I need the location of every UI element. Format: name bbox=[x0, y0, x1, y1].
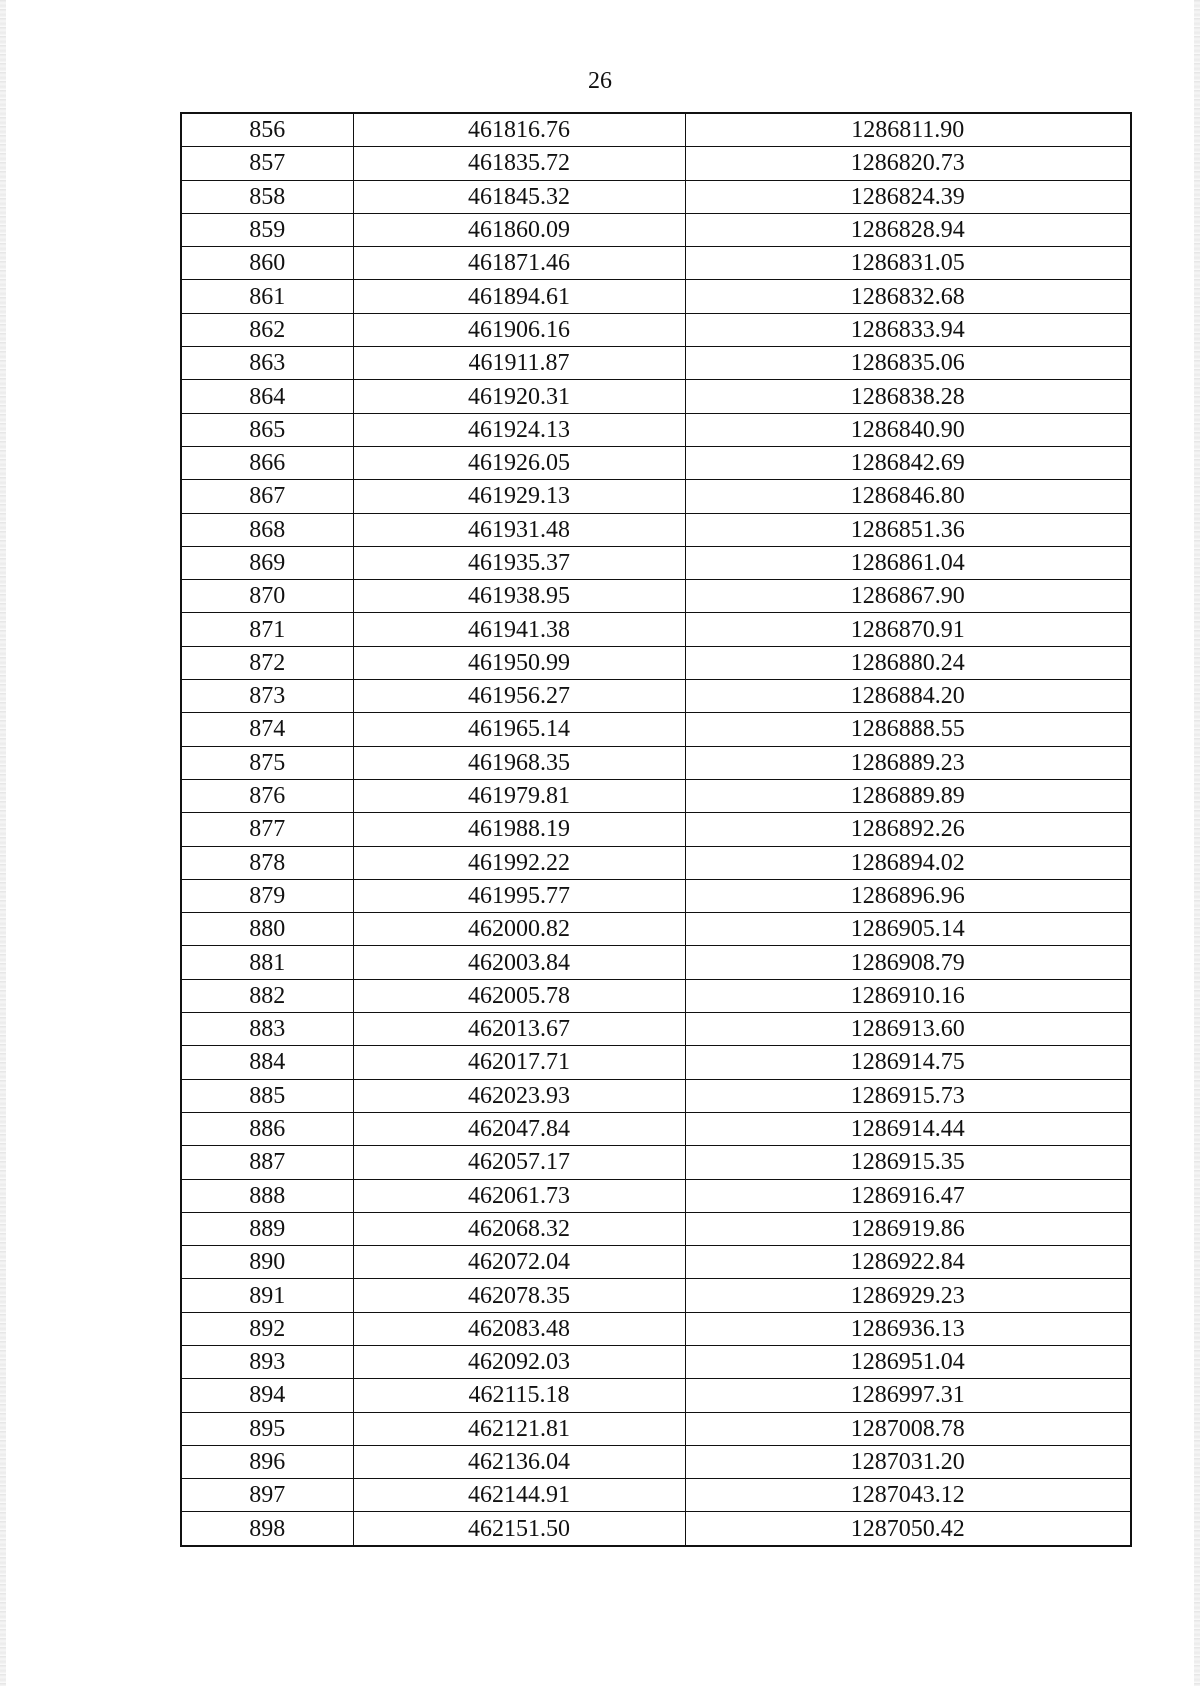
y-coordinate-cell: 1286922.84 bbox=[685, 1246, 1131, 1279]
point-number-cell: 863 bbox=[181, 347, 353, 380]
point-number-cell: 871 bbox=[181, 613, 353, 646]
table-row bbox=[181, 313, 1131, 346]
table-row bbox=[181, 680, 1131, 713]
y-coordinate-cell: 1286894.02 bbox=[685, 846, 1131, 879]
table-row bbox=[181, 1146, 1131, 1179]
point-number-cell: 875 bbox=[181, 746, 353, 779]
y-coordinate-cell: 1286824.39 bbox=[685, 180, 1131, 213]
x-coordinate-cell: 462144.91 bbox=[353, 1479, 685, 1512]
x-coordinate-cell: 461929.13 bbox=[353, 480, 685, 513]
table-row bbox=[181, 979, 1131, 1012]
point-number-cell: 886 bbox=[181, 1112, 353, 1145]
table-row bbox=[181, 180, 1131, 213]
y-coordinate-cell: 1286888.55 bbox=[685, 713, 1131, 746]
x-coordinate-cell: 461938.95 bbox=[353, 580, 685, 613]
table-row bbox=[181, 1412, 1131, 1445]
point-number-cell: 887 bbox=[181, 1146, 353, 1179]
table-row bbox=[181, 1512, 1131, 1546]
table-row bbox=[181, 1179, 1131, 1212]
table-row bbox=[181, 580, 1131, 613]
point-number-cell: 858 bbox=[181, 180, 353, 213]
scan-edge-left bbox=[0, 0, 6, 1686]
y-coordinate-cell: 1286870.91 bbox=[685, 613, 1131, 646]
table-row bbox=[181, 1212, 1131, 1245]
point-number-cell: 888 bbox=[181, 1179, 353, 1212]
point-number-cell: 873 bbox=[181, 680, 353, 713]
point-number-cell: 856 bbox=[181, 113, 353, 147]
table-row bbox=[181, 1046, 1131, 1079]
point-number-cell: 890 bbox=[181, 1246, 353, 1279]
coordinate-table-container bbox=[180, 112, 1130, 1547]
table-row bbox=[181, 213, 1131, 246]
x-coordinate-cell: 461931.48 bbox=[353, 513, 685, 546]
y-coordinate-cell: 1286896.96 bbox=[685, 879, 1131, 912]
table-row bbox=[181, 546, 1131, 579]
x-coordinate-cell: 461935.37 bbox=[353, 546, 685, 579]
x-coordinate-cell: 461941.38 bbox=[353, 613, 685, 646]
table-row bbox=[181, 1445, 1131, 1478]
table-row bbox=[181, 1345, 1131, 1378]
y-coordinate-cell: 1286833.94 bbox=[685, 313, 1131, 346]
x-coordinate-cell: 462057.17 bbox=[353, 1146, 685, 1179]
x-coordinate-cell: 462115.18 bbox=[353, 1379, 685, 1412]
table-row bbox=[181, 347, 1131, 380]
y-coordinate-cell: 1286910.16 bbox=[685, 979, 1131, 1012]
y-coordinate-cell: 1286889.23 bbox=[685, 746, 1131, 779]
x-coordinate-cell: 461992.22 bbox=[353, 846, 685, 879]
point-number-cell: 880 bbox=[181, 913, 353, 946]
table-row bbox=[181, 113, 1131, 147]
x-coordinate-cell: 462005.78 bbox=[353, 979, 685, 1012]
point-number-cell: 864 bbox=[181, 380, 353, 413]
point-number-cell: 862 bbox=[181, 313, 353, 346]
table-row bbox=[181, 913, 1131, 946]
y-coordinate-cell: 1286842.69 bbox=[685, 446, 1131, 479]
x-coordinate-cell: 462068.32 bbox=[353, 1212, 685, 1245]
table-row bbox=[181, 646, 1131, 679]
table-row bbox=[181, 1246, 1131, 1279]
table-row bbox=[181, 813, 1131, 846]
table-row bbox=[181, 946, 1131, 979]
y-coordinate-cell: 1286914.75 bbox=[685, 1046, 1131, 1079]
table-row bbox=[181, 1079, 1131, 1112]
x-coordinate-cell: 462013.67 bbox=[353, 1013, 685, 1046]
y-coordinate-cell: 1287050.42 bbox=[685, 1512, 1131, 1546]
x-coordinate-cell: 461924.13 bbox=[353, 413, 685, 446]
x-coordinate-cell: 462121.81 bbox=[353, 1412, 685, 1445]
x-coordinate-cell: 461871.46 bbox=[353, 247, 685, 280]
table-row bbox=[181, 513, 1131, 546]
point-number-cell: 891 bbox=[181, 1279, 353, 1312]
y-coordinate-cell: 1286831.05 bbox=[685, 247, 1131, 280]
y-coordinate-cell: 1286840.90 bbox=[685, 413, 1131, 446]
table-row bbox=[181, 1013, 1131, 1046]
point-number-cell: 877 bbox=[181, 813, 353, 846]
y-coordinate-cell: 1286916.47 bbox=[685, 1179, 1131, 1212]
x-coordinate-cell: 461906.16 bbox=[353, 313, 685, 346]
point-number-cell: 892 bbox=[181, 1312, 353, 1345]
table-row bbox=[181, 846, 1131, 879]
x-coordinate-cell: 462078.35 bbox=[353, 1279, 685, 1312]
table-row bbox=[181, 713, 1131, 746]
x-coordinate-cell: 462017.71 bbox=[353, 1046, 685, 1079]
point-number-cell: 883 bbox=[181, 1013, 353, 1046]
x-coordinate-cell: 461860.09 bbox=[353, 213, 685, 246]
point-number-cell: 881 bbox=[181, 946, 353, 979]
point-number-cell: 861 bbox=[181, 280, 353, 313]
x-coordinate-cell: 461845.32 bbox=[353, 180, 685, 213]
point-number-cell: 868 bbox=[181, 513, 353, 546]
point-number-cell: 869 bbox=[181, 546, 353, 579]
y-coordinate-cell: 1287008.78 bbox=[685, 1412, 1131, 1445]
y-coordinate-cell: 1286880.24 bbox=[685, 646, 1131, 679]
table-row bbox=[181, 1479, 1131, 1512]
point-number-cell: 896 bbox=[181, 1445, 353, 1478]
x-coordinate-cell: 462003.84 bbox=[353, 946, 685, 979]
x-coordinate-cell: 462047.84 bbox=[353, 1112, 685, 1145]
table-row bbox=[181, 247, 1131, 280]
table-row bbox=[181, 413, 1131, 446]
point-number-cell: 866 bbox=[181, 446, 353, 479]
y-coordinate-cell: 1286915.35 bbox=[685, 1146, 1131, 1179]
point-number-cell: 857 bbox=[181, 147, 353, 180]
x-coordinate-cell: 461956.27 bbox=[353, 680, 685, 713]
y-coordinate-cell: 1286851.36 bbox=[685, 513, 1131, 546]
point-number-cell: 874 bbox=[181, 713, 353, 746]
point-number-cell: 860 bbox=[181, 247, 353, 280]
point-number-cell: 885 bbox=[181, 1079, 353, 1112]
x-coordinate-cell: 461911.87 bbox=[353, 347, 685, 380]
x-coordinate-cell: 461988.19 bbox=[353, 813, 685, 846]
y-coordinate-cell: 1286832.68 bbox=[685, 280, 1131, 313]
x-coordinate-cell: 462083.48 bbox=[353, 1312, 685, 1345]
y-coordinate-cell: 1286936.13 bbox=[685, 1312, 1131, 1345]
y-coordinate-cell: 1286846.80 bbox=[685, 480, 1131, 513]
x-coordinate-cell: 462151.50 bbox=[353, 1512, 685, 1546]
point-number-cell: 889 bbox=[181, 1212, 353, 1245]
table-row bbox=[181, 1112, 1131, 1145]
point-number-cell: 867 bbox=[181, 480, 353, 513]
point-number-cell: 898 bbox=[181, 1512, 353, 1546]
table-row bbox=[181, 746, 1131, 779]
x-coordinate-cell: 462000.82 bbox=[353, 913, 685, 946]
point-number-cell: 895 bbox=[181, 1412, 353, 1445]
coordinate-table-body bbox=[181, 113, 1131, 1546]
y-coordinate-cell: 1286997.31 bbox=[685, 1379, 1131, 1412]
y-coordinate-cell: 1286884.20 bbox=[685, 680, 1131, 713]
x-coordinate-cell: 461920.31 bbox=[353, 380, 685, 413]
y-coordinate-cell: 1286913.60 bbox=[685, 1013, 1131, 1046]
page-number: 26 bbox=[588, 68, 612, 94]
table-row bbox=[181, 1312, 1131, 1345]
y-coordinate-cell: 1286861.04 bbox=[685, 546, 1131, 579]
point-number-cell: 882 bbox=[181, 979, 353, 1012]
y-coordinate-cell: 1287031.20 bbox=[685, 1445, 1131, 1478]
y-coordinate-cell: 1286914.44 bbox=[685, 1112, 1131, 1145]
x-coordinate-cell: 462072.04 bbox=[353, 1246, 685, 1279]
y-coordinate-cell: 1287043.12 bbox=[685, 1479, 1131, 1512]
y-coordinate-cell: 1286835.06 bbox=[685, 347, 1131, 380]
table-row bbox=[181, 879, 1131, 912]
y-coordinate-cell: 1286820.73 bbox=[685, 147, 1131, 180]
x-coordinate-cell: 461979.81 bbox=[353, 779, 685, 812]
y-coordinate-cell: 1286919.86 bbox=[685, 1212, 1131, 1245]
coordinate-table bbox=[180, 112, 1132, 1547]
point-number-cell: 870 bbox=[181, 580, 353, 613]
x-coordinate-cell: 461995.77 bbox=[353, 879, 685, 912]
table-row bbox=[181, 380, 1131, 413]
table-row bbox=[181, 446, 1131, 479]
point-number-cell: 884 bbox=[181, 1046, 353, 1079]
x-coordinate-cell: 461835.72 bbox=[353, 147, 685, 180]
point-number-cell: 865 bbox=[181, 413, 353, 446]
point-number-cell: 879 bbox=[181, 879, 353, 912]
x-coordinate-cell: 461926.05 bbox=[353, 446, 685, 479]
y-coordinate-cell: 1286929.23 bbox=[685, 1279, 1131, 1312]
point-number-cell: 893 bbox=[181, 1345, 353, 1378]
y-coordinate-cell: 1286892.26 bbox=[685, 813, 1131, 846]
x-coordinate-cell: 462092.03 bbox=[353, 1345, 685, 1378]
scan-edge-right bbox=[1194, 0, 1200, 1686]
x-coordinate-cell: 461950.99 bbox=[353, 646, 685, 679]
point-number-cell: 872 bbox=[181, 646, 353, 679]
y-coordinate-cell: 1286905.14 bbox=[685, 913, 1131, 946]
table-row bbox=[181, 280, 1131, 313]
y-coordinate-cell: 1286951.04 bbox=[685, 1345, 1131, 1378]
point-number-cell: 894 bbox=[181, 1379, 353, 1412]
x-coordinate-cell: 461894.61 bbox=[353, 280, 685, 313]
x-coordinate-cell: 462023.93 bbox=[353, 1079, 685, 1112]
table-row bbox=[181, 147, 1131, 180]
y-coordinate-cell: 1286867.90 bbox=[685, 580, 1131, 613]
table-row bbox=[181, 1379, 1131, 1412]
point-number-cell: 897 bbox=[181, 1479, 353, 1512]
x-coordinate-cell: 461816.76 bbox=[353, 113, 685, 147]
point-number-cell: 859 bbox=[181, 213, 353, 246]
point-number-cell: 878 bbox=[181, 846, 353, 879]
x-coordinate-cell: 461968.35 bbox=[353, 746, 685, 779]
y-coordinate-cell: 1286908.79 bbox=[685, 946, 1131, 979]
y-coordinate-cell: 1286828.94 bbox=[685, 213, 1131, 246]
x-coordinate-cell: 462061.73 bbox=[353, 1179, 685, 1212]
y-coordinate-cell: 1286811.90 bbox=[685, 113, 1131, 147]
table-row bbox=[181, 1279, 1131, 1312]
y-coordinate-cell: 1286889.89 bbox=[685, 779, 1131, 812]
table-row bbox=[181, 480, 1131, 513]
x-coordinate-cell: 461965.14 bbox=[353, 713, 685, 746]
table-row bbox=[181, 779, 1131, 812]
y-coordinate-cell: 1286915.73 bbox=[685, 1079, 1131, 1112]
x-coordinate-cell: 462136.04 bbox=[353, 1445, 685, 1478]
y-coordinate-cell: 1286838.28 bbox=[685, 380, 1131, 413]
table-row bbox=[181, 613, 1131, 646]
point-number-cell: 876 bbox=[181, 779, 353, 812]
